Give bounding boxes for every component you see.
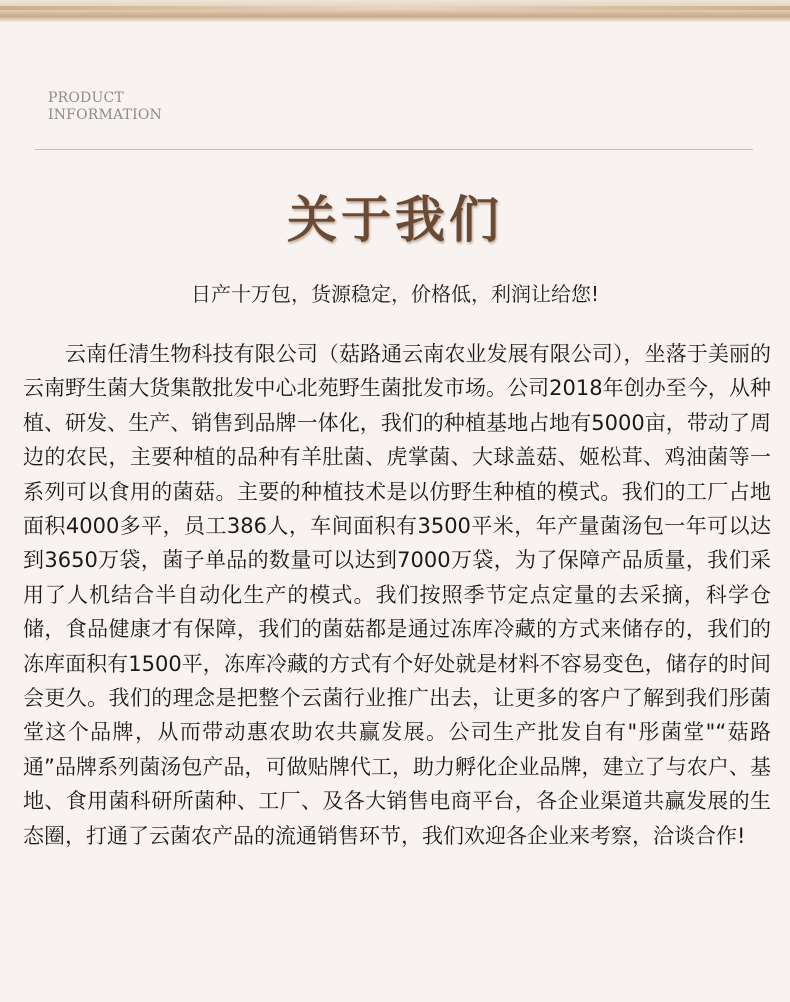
company-description-paragraph: 云南任清生物科技有限公司（菇路通云南农业发展有限公司），坐落于美丽的云南野生菌大货集散批发中心北苑野生菌批发市场。公司2018年创办至今，从种植、研发、生产、销售到品牌一体化，我们的种植基地占地有5000亩，带动了周边的农民，主要种植的品种有羊肚菌、虎掌菌、大球盖菇、姬松茸、鸡油菌等一系列可以食用的菌菇。主要的种植技术是以仿野生种植的模式。我们的工厂占地面积4000多平，员工386人，车间面积有3500平米，年产量菌汤包一年可以达到3650万袋，菌子单品的数量可以达到7000万袋，为了保障产品质量，我们采用了人机结合半自动化生产的模式。我们按照季节定点定量的去采摘，科学仓储，食品健康才有保障，我们的菌菇都是通过冻库冷藏的方式来储存的，我们的冻库面积有1500平，冻库冷藏的方式有个好处就是材料不容易变色，储存的时间会更久。我们的理念是把整个云菌行业推广出去，让更多的客户了解到我们彤菌堂这个品牌，从而带动惠农助农共赢发展。公司生产批发自有"彤菌堂"“菇路通”品牌系列菌汤包产品，可做贴牌代工，助力孵化企业品牌，建立了与农户、基地、食用菌科研所菌种、工厂、及各大销售电商平台，各企业渠道共赢发展的生态圈，打通了云菌农产品的流通销售环节，我们欢迎各企业来考察，洽谈合作! bbox=[23, 342, 771, 848]
top-decorative-line bbox=[0, 6, 790, 10]
section-eyebrow-label: PRODUCT INFORMATION bbox=[48, 90, 162, 123]
top-decorative-band bbox=[0, 0, 790, 22]
section-divider bbox=[35, 149, 753, 150]
slogan-text: 日产十万包，货源稳定，价格低，利润让给您! bbox=[190, 282, 600, 306]
page-title: 关于我们 bbox=[287, 190, 503, 249]
